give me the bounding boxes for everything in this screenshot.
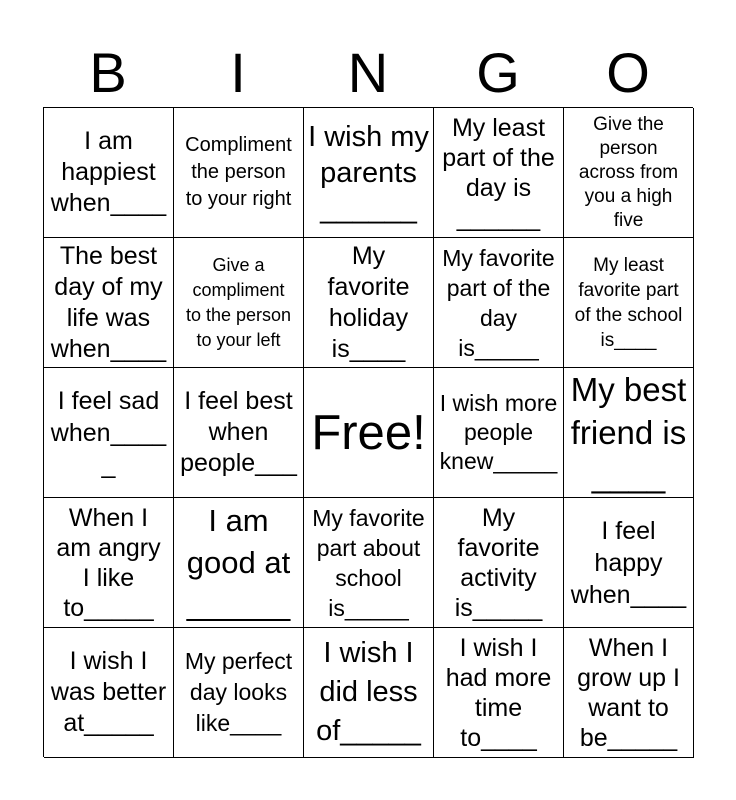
bingo-cell-r1c1[interactable] (44, 108, 174, 238)
cell-text: My favorite part about school is_____ (312, 504, 425, 621)
bingo-cell-r1c4[interactable] (434, 108, 564, 238)
bingo-cell-r5c1[interactable] (44, 628, 174, 758)
cell-text: I wish I had more time to____ (445, 633, 552, 752)
bingo-cell-r4c3[interactable] (304, 498, 434, 628)
cell-text: Give the person across from you a high five (578, 113, 679, 231)
bingo-cell-r2c2[interactable] (174, 238, 304, 368)
bingo-card (43, 107, 693, 757)
bingo-cell-r2c4[interactable] (434, 238, 564, 368)
bingo-cell-r3c4[interactable] (434, 368, 564, 498)
cell-text: My least part of the day is ______ (442, 113, 555, 232)
cell-text: The best day of my life was when____ (50, 241, 167, 363)
bingo-cell-r5c2[interactable] (174, 628, 304, 758)
bingo-cell-r5c5[interactable] (564, 628, 694, 758)
bingo-cell-r5c3[interactable] (304, 628, 434, 758)
cell-text: I am happiest when____ (50, 127, 167, 217)
header-letter-o: O (606, 41, 650, 104)
cell-text: My best friend is ____ (570, 371, 687, 494)
cell-text: I wish I was better at_____ (50, 647, 167, 737)
bingo-cell-r2c3[interactable] (304, 238, 434, 368)
cell-text: I wish more people knew_____ (439, 390, 558, 474)
cell-text: Compliment the person to your right (185, 134, 292, 210)
bingo-cell-r3c2[interactable] (174, 368, 304, 498)
bingo-cell-r2c5[interactable] (564, 238, 694, 368)
bingo-cell-r4c4[interactable] (434, 498, 564, 628)
header-letter-g: G (476, 41, 520, 104)
cell-text: My perfect day looks like____ (184, 648, 293, 736)
cell-text: I wish my parents ______ (308, 120, 429, 225)
cell-text: I feel best when people___ (180, 387, 297, 477)
header-letter-b: B (89, 41, 127, 104)
bingo-cell-r1c5[interactable] (564, 108, 694, 238)
bingo-cell-r4c5[interactable] (564, 498, 694, 628)
cell-text: I am good at ______ (186, 502, 291, 622)
cell-text: My favorite holiday is____ (327, 241, 410, 363)
free-space-text: Free! (311, 405, 426, 460)
bingo-cell-r1c2[interactable] (174, 108, 304, 238)
cell-text: When I grow up I want to be_____ (577, 633, 680, 752)
bingo-cell-r3c1[interactable] (44, 368, 174, 498)
cell-text: When I am angry I like to_____ (56, 503, 161, 622)
header-letter-n: N (347, 41, 389, 104)
cell-text: I wish I did less of_____ (316, 637, 421, 747)
header-letter-i: I (230, 41, 246, 104)
cell-text: My least favorite part of the school is____ (574, 254, 683, 351)
bingo-cell-r4c2[interactable] (174, 498, 304, 628)
cell-text: My favorite activity is_____ (454, 503, 543, 622)
bingo-cell-r1c3[interactable] (304, 108, 434, 238)
cell-text: My favorite part of the day is_____ (442, 244, 555, 361)
cell-text: I feel sad when_____ (50, 386, 167, 479)
bingo-cell-r2c1[interactable] (44, 238, 174, 368)
bingo-header (43, 38, 693, 108)
bingo-cell-free[interactable] (304, 368, 434, 498)
bingo-cell-r3c5[interactable] (564, 368, 694, 498)
cell-text: I feel happy when____ (570, 516, 687, 609)
cell-text: Give a compliment to the person to your left (185, 254, 292, 350)
bingo-cell-r4c1[interactable] (44, 498, 174, 628)
bingo-cell-r5c4[interactable] (434, 628, 564, 758)
